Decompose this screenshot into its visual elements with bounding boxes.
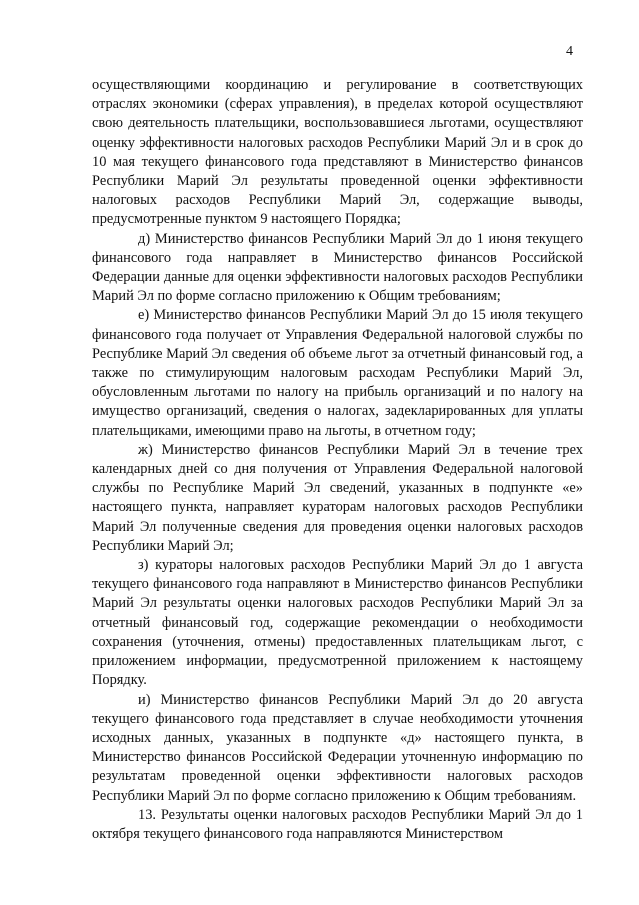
paragraph-item-zh: ж) Министерство финансов Республики Марий Эл в течение трех календарных дней со дня получения от Управления Федеральной налоговой службы по Республике Марий Эл сведений, указанных в подпункте «е» настоящего пункта, направляет кураторам налоговых расходов Республики Марий Эл полученные сведения для проведения оценки налоговых расходов Республики Марий Эл; [92, 441, 583, 554]
paragraph-continuation: осуществляющими координацию и регулирование в соответствующих отраслях экономики (сферах управления), в пределах которой осуществляют свою деятельность плательщики, воспользовавшиеся льготами, осуществляют оценку эффективности налоговых расходов Республики Марий Эл и в срок до 10 мая текущего финансового года представляют в Министерство финансов Республики Марий Эл результаты проведенной оценки эффективности налоговых расходов Республики Марий Эл, содержащие выводы, предусмотренные пунктом 9 настоящего Порядка; [92, 77, 583, 228]
paragraph-item-i: и) Министерство финансов Республики Марий Эл до 20 августа текущего финансового года представляет в случае необходимости уточнения исходных данных, указанных в подпункте «д» настоящего пункта, в Министерство финансов Российской Федерации уточненную информацию по результатам проведенной оценки эффективности налоговых расходов Республики Марий Эл по форме согласно приложению к Общим требованиям. [92, 691, 583, 804]
paragraph-item-d: д) Министерство финансов Республики Марий Эл до 1 июня текущего финансового года направляет в Министерство финансов Российской Федерации данные для оценки эффективности налоговых расходов Республики Марий Эл по форме согласно приложению к Общим требованиям; [92, 230, 583, 305]
paragraph-item-z: з) кураторы налоговых расходов Республики Марий Эл до 1 августа текущего финансового года направляют в Министерство финансов Республики Марий Эл результаты оценки налоговых расходов Республики Марий Эл за отчетный финансовый год, содержащие рекомендации о необходимости сохранения (уточнения, отмены) предоставленных плательщикам льгот, с приложением информации, предусмотренной приложением к настоящему Порядку. [92, 557, 583, 689]
page-number: 4 [566, 44, 573, 59]
paragraph-13: 13. Результаты оценки налоговых расходов Республики Марий Эл до 1 октября текущего финансового года направляются Министерством [92, 806, 583, 842]
paragraph-item-e: е) Министерство финансов Республики Марий Эл до 15 июля текущего финансового года получает от Управления Федеральной налоговой службы по Республике Марий Эл сведения об объеме льгот за отчетный финансовый год, а также по стимулирующим налоговым расходам Республики Марий Эл, обусловленным льготами по налогу на прибыль организаций и по налогу на имущество организаций, сведения о налогах, задекларированных для уплаты плательщиками, имеющими право на льготы, в отчетном году; [92, 307, 583, 439]
document-body [92, 76, 583, 844]
